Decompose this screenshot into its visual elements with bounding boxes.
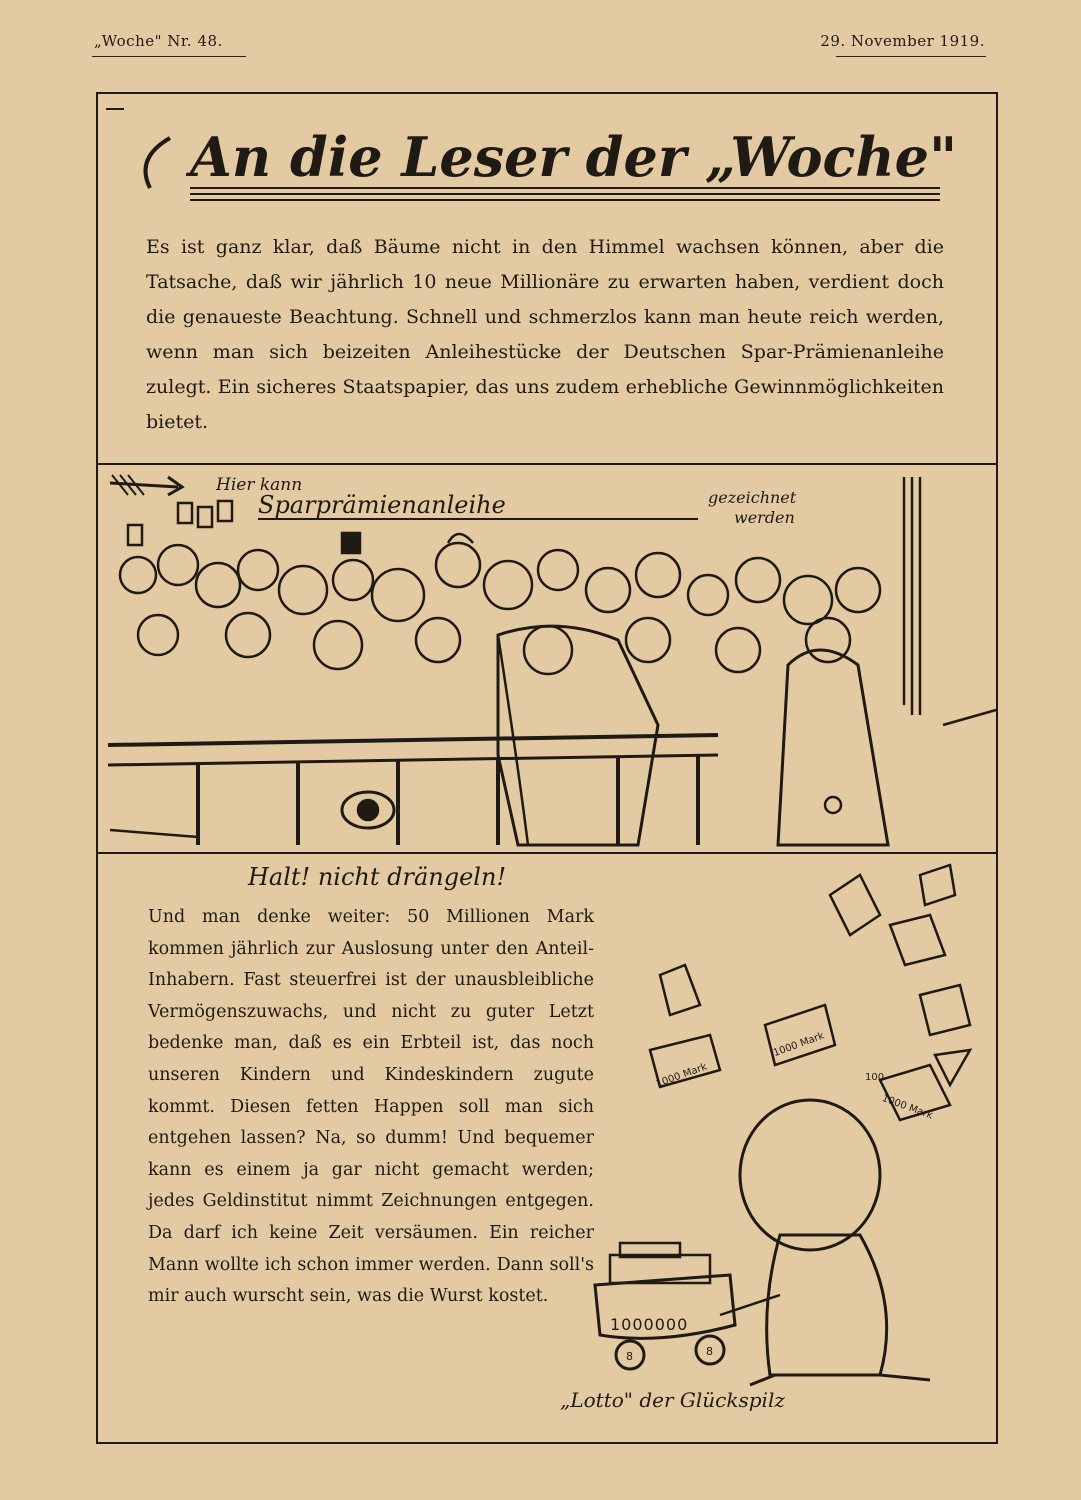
header-rule-left: [92, 56, 246, 57]
lotto-cartoon: [560, 855, 990, 1425]
intro-text: Es ist ganz klar, daß Bäume nicht in den Himmel wachsen können, aber die Tatsache, daß wir jährlich 10 neue Millionäre zu erwarten haben, verdient doch die genaueste Beachtung. Schnell und schmerzlos kann man heute reich werden, wenn man sich beizeiten Anleihestücke der Deutschen Spar-Prämienanleihe zulegt. Ein sicheres Staatspapier, das uns zudem erhebliche Gewinnmöglichkeiten bietet.: [146, 236, 944, 433]
crowd-cartoon: [98, 465, 996, 891]
issue-number: „Woche" Nr. 48.: [94, 32, 223, 50]
banknote-2-label: 1000 Mark: [771, 1030, 826, 1060]
sign-line-1: Hier kann: [216, 475, 303, 495]
body-text: Und man denke weiter: 50 Millionen Mark kommen jährlich zur Auslosung unter den Anteil-Inhabern. Fast steuerfrei ist der unausbleibliche Vermögenszuwachs, und nicht zu guter Letzt bedenke man, daß es ein Erbteil ist, das noch unseren Kindern und Kindeskindern zugute kommt. Diesen fetten Happen soll man sich entgehen lassen? Na, so dumm! Und bequemer kann es einem ja gar nicht gemacht werden; jedes Geldinstitut nimmt Zeichnungen entgegen. Da darf ich keine Zeit versäumen. Ein reicher Mann wollte ich schon immer werden. Dann soll's mir auch wurscht sein, was die Wurst kostet.: [148, 907, 594, 1307]
wagon-amount: 1000000: [610, 1315, 689, 1334]
banknote-4-label: 100: [865, 1072, 885, 1083]
issue-date: 29. November 1919.: [820, 32, 985, 50]
body-paragraph: [148, 902, 594, 1313]
banknote-1-label: 1000 Mark: [654, 1061, 709, 1091]
page-title: An die Leser der „Woche": [190, 125, 958, 189]
frame-tick: [106, 108, 124, 110]
title-flourish: [146, 138, 171, 188]
banknote-3-label: 1000 Mark: [880, 1093, 935, 1122]
intro-paragraph: [146, 230, 944, 440]
sign-line-3: gezeichnet: [708, 488, 797, 507]
sign-line-2: Sparprämienanleihe: [258, 491, 506, 519]
lotto-caption: „Lotto" der Glückspilz: [560, 1388, 785, 1412]
wheel-right-label: 8: [706, 1345, 713, 1358]
divider-bottom: [96, 852, 998, 854]
crowd-caption: Halt! nicht drängeln!: [248, 863, 507, 891]
title-banner: [130, 108, 970, 208]
wheel-left-label: 8: [626, 1350, 633, 1363]
header-rule-right: [836, 56, 986, 57]
sign-line-4: werden: [734, 508, 795, 527]
